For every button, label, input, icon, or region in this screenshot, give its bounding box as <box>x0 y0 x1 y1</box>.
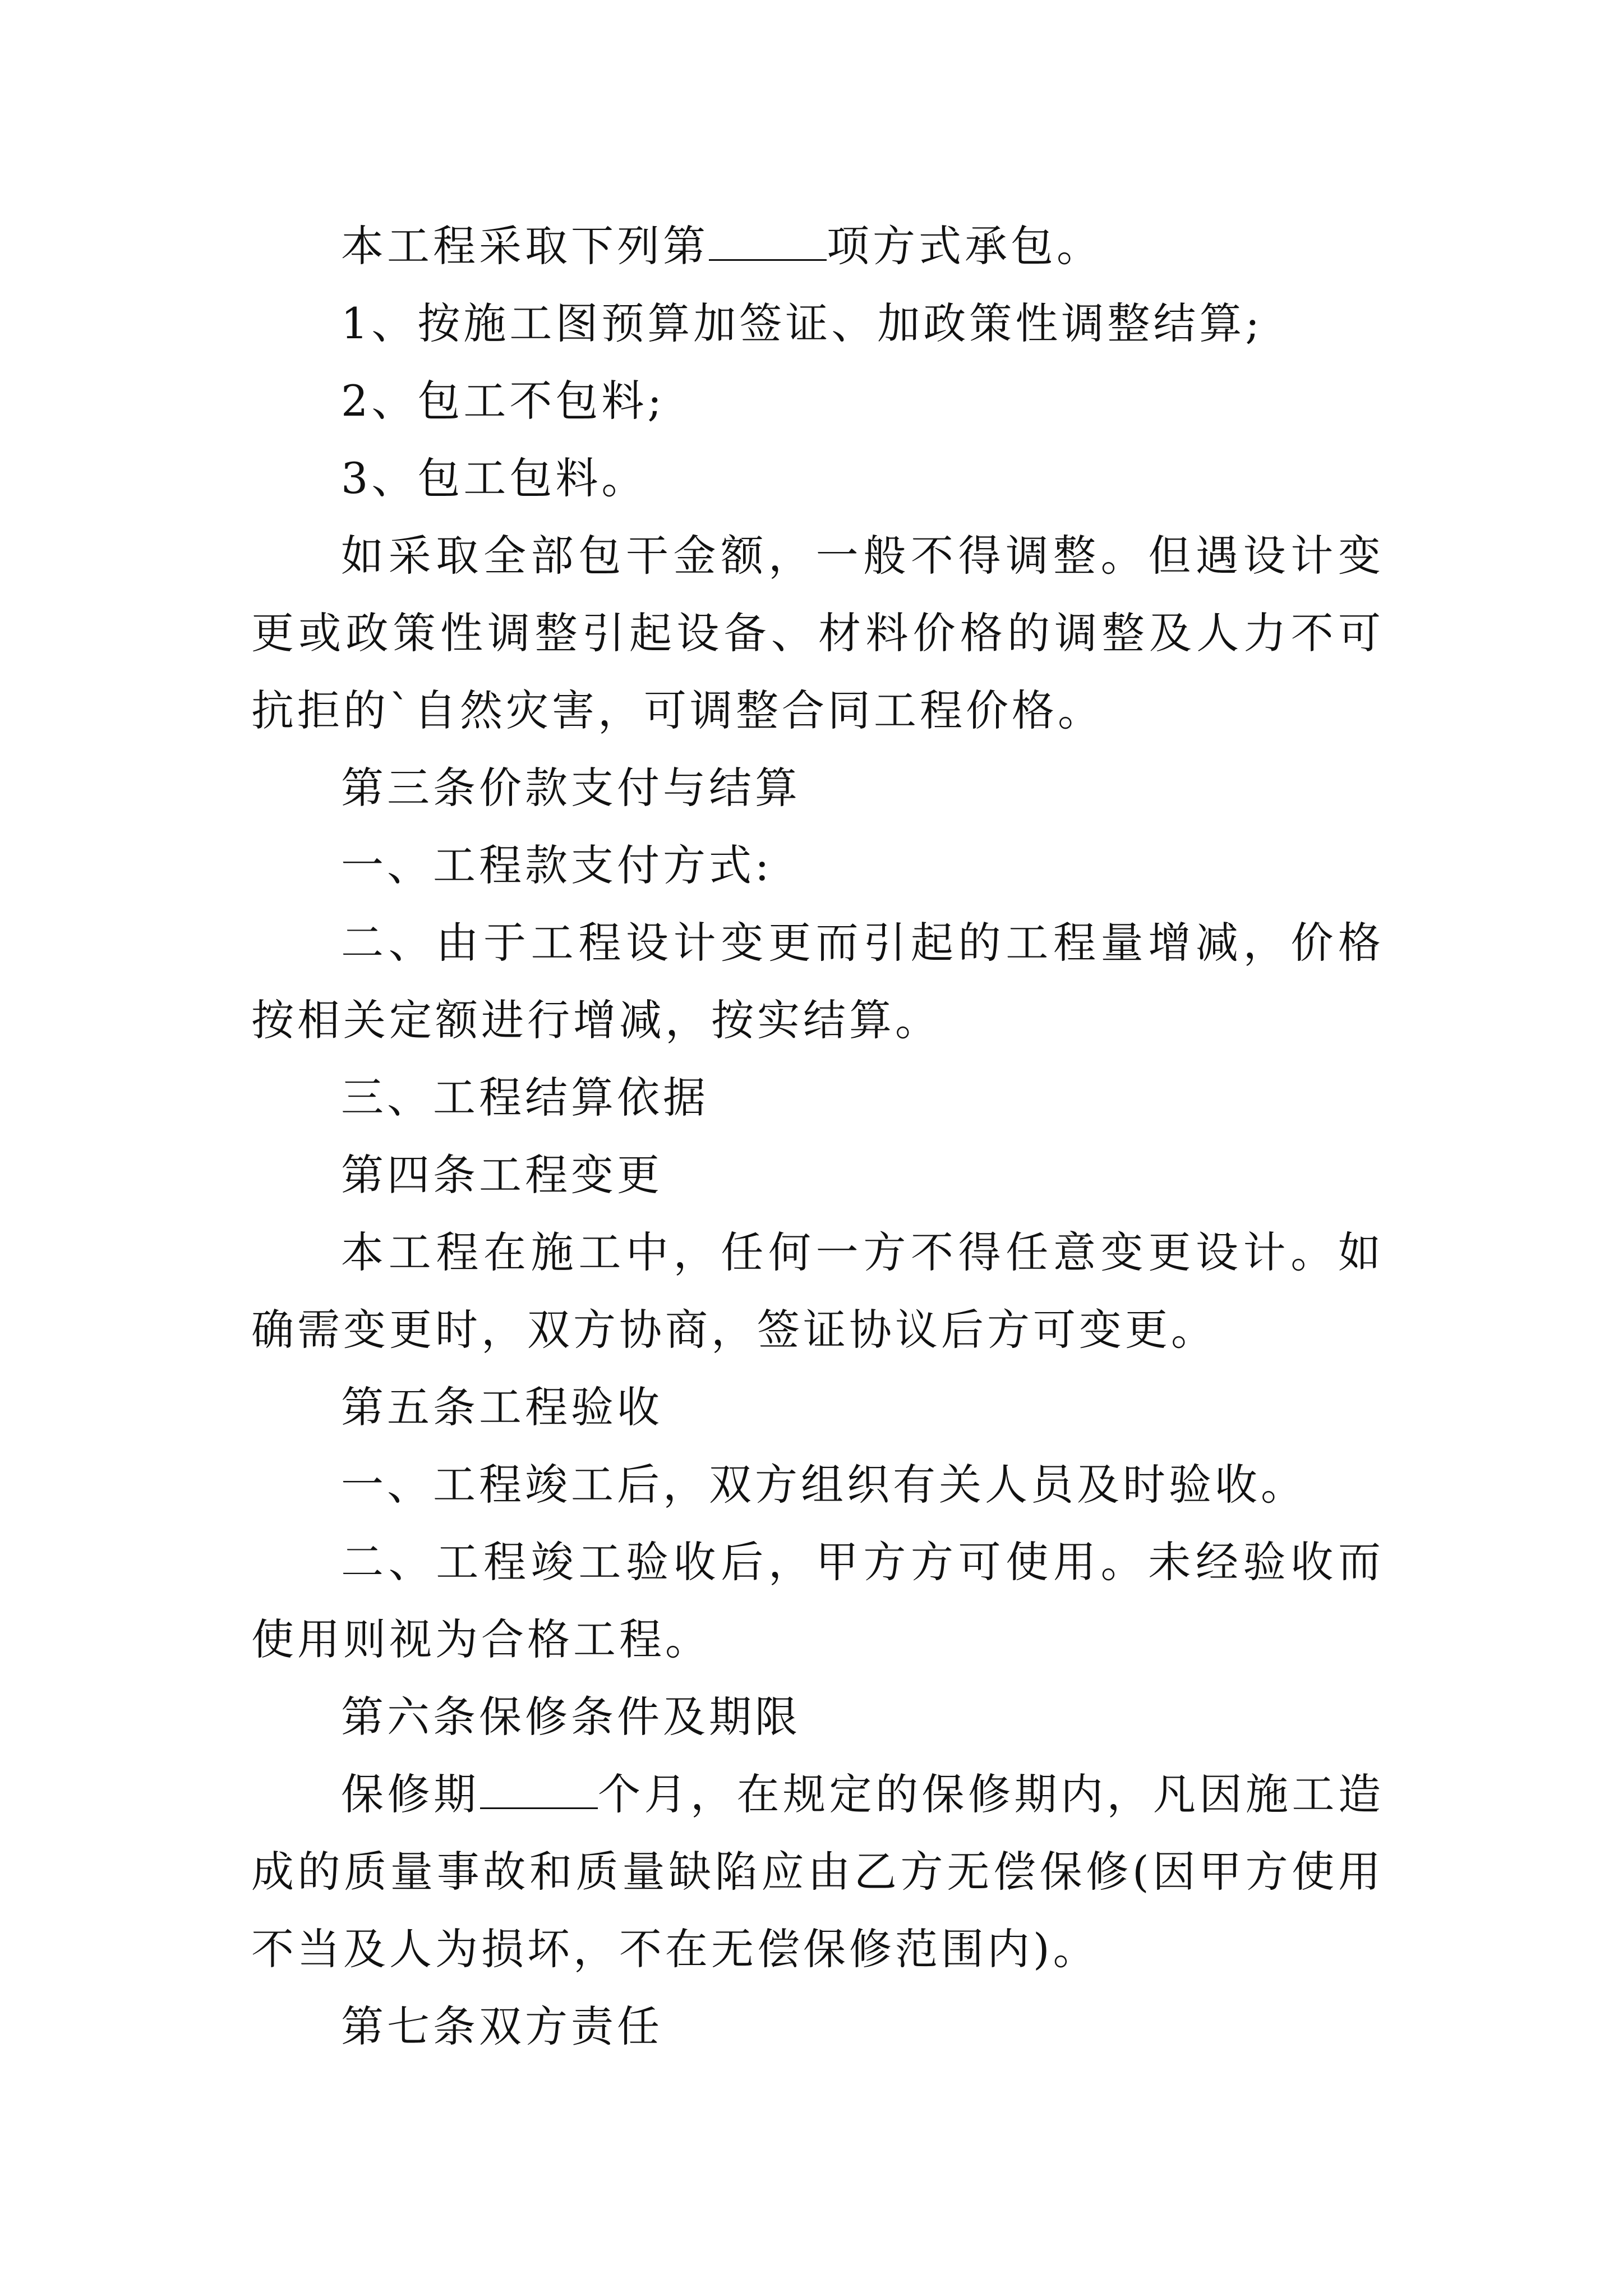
paragraph-text: 本工程采取下列第 <box>341 221 709 271</box>
paragraph-change-rule: 本工程在施工中，任何一方不得任意变更设计。如确需变更时，双方协商，签证协议后方可变更。 <box>251 1227 1384 1355</box>
document-body <box>251 208 1384 2065</box>
section-heading-article-7: 第七条双方责任 <box>341 2001 663 2051</box>
paragraph-text: 项方式承包。 <box>827 221 1103 271</box>
section-heading-article-6: 第六条保修条件及期限 <box>341 1692 801 1742</box>
paragraph-payment-method: 一、工程款支付方式: <box>341 840 773 890</box>
paragraph-item-2: 2、包工不包料; <box>341 376 665 426</box>
fill-in-blank <box>480 1772 598 1809</box>
fill-in-blank <box>709 223 827 261</box>
paragraph-text: 保修期 <box>341 1769 480 1819</box>
paragraph-design-change: 二、由于工程设计变更而引起的工程量增减，价格按相关定额进行增减，按实结算。 <box>251 918 1384 1045</box>
section-heading-article-4: 第四条工程变更 <box>341 1150 663 1200</box>
paragraph-settlement-basis: 三、工程结算依据 <box>341 1073 709 1122</box>
paragraph-lump-sum: 如采取全部包干金额，一般不得调整。但遇设计变更或政策性调整引起设备、材料价格的调整及人力不可抗拒的`自然灾害，可调整合同工程价格。 <box>251 531 1384 735</box>
paragraph-item-3: 3、包工包料。 <box>341 453 648 503</box>
section-heading-article-3: 第三条价款支付与结算 <box>341 763 801 813</box>
paragraph-acceptance-1: 一、工程竣工后，双方组织有关人员及时验收。 <box>341 1460 1307 1510</box>
paragraph-contract-method <box>251 208 1384 285</box>
paragraph-text: 个月，在规定的保修期内，凡因施工造成的质量事故和质量缺陷应由乙方无偿保修(因甲方使用不当及人为损坏，不在无偿保修范围内)。 <box>251 1769 1384 1974</box>
paragraph-acceptance-2: 二、工程竣工验收后，甲方方可使用。未经验收而使用则视为合格工程。 <box>251 1537 1384 1664</box>
section-heading-article-5: 第五条工程验收 <box>341 1382 663 1432</box>
paragraph-item-1: 1、按施工图预算加签证、加政策性调整结算; <box>341 298 1263 348</box>
paragraph-warranty <box>251 1756 1384 1988</box>
